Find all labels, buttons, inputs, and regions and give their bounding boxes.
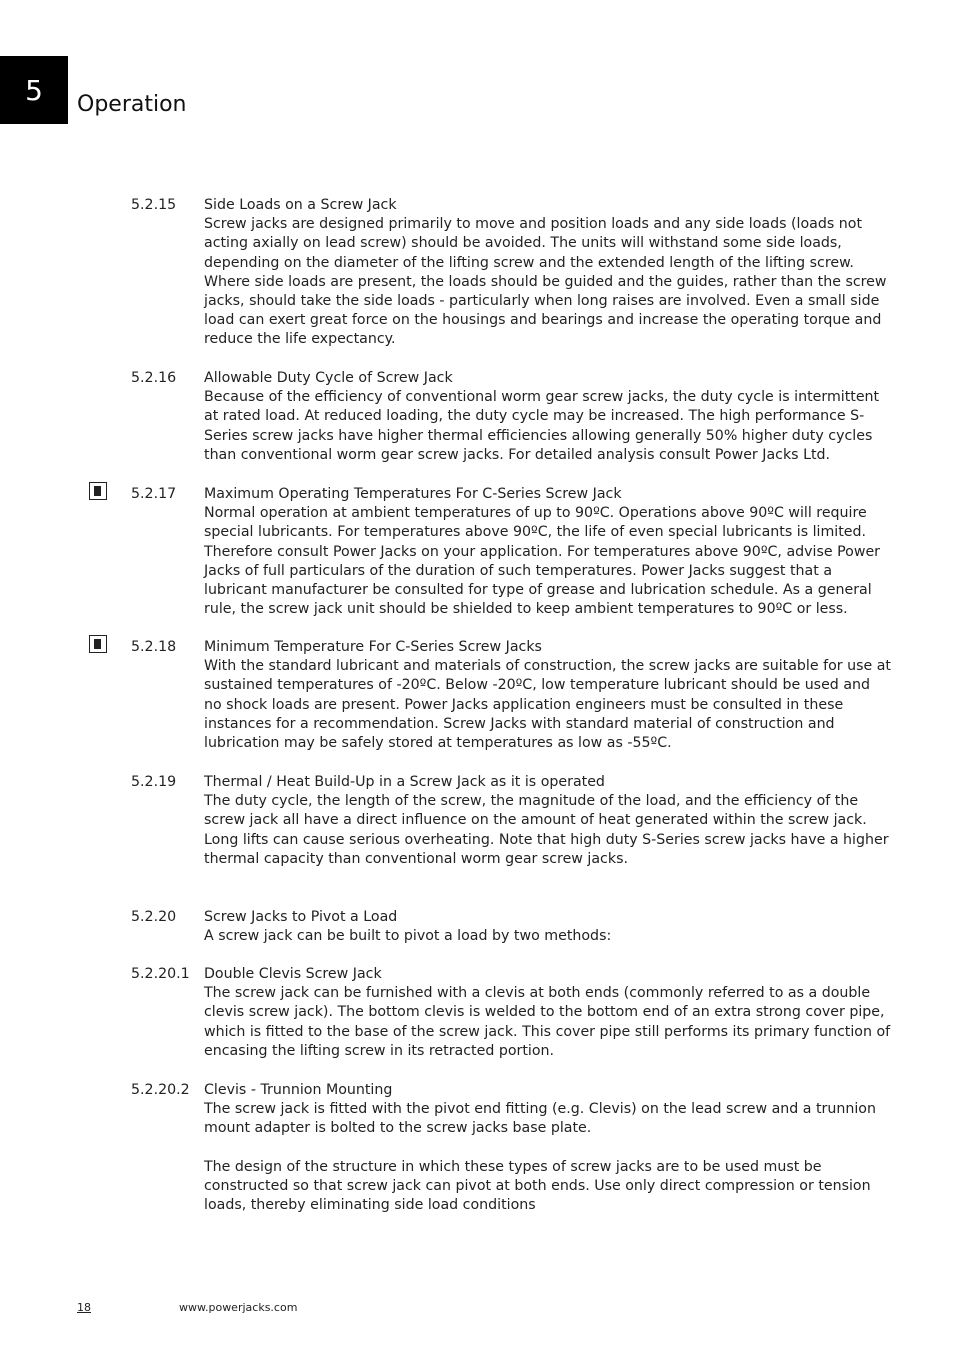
section-5-2-16 [131, 369, 891, 465]
page-number: 18 [77, 1301, 91, 1314]
section-5-2-17 [131, 485, 891, 619]
section-number: 5.2.18 [131, 639, 177, 655]
section-text: A screw jack can be built to pivot a load by two methods: [204, 928, 612, 945]
section-number: 5.2.19 [131, 774, 177, 790]
section-number: 5.2.17 [131, 486, 177, 502]
section-title: Minimum Temperature For C-Series Screw Jacks [204, 639, 542, 655]
note-icon [89, 635, 107, 653]
section-text: With the standard lubricant and materials of construction, the screw jacks are suitable for use at sustained temperatures of -20ºC. Below -20ºC, low temperature lubricant should be used and no shock loads are present. Power Jacks application engineers must be consulted in these instances for a recommendation. Screw Jacks with standard material of construction and lubrication may be safely stored at temperatures as low as -55ºC. [204, 658, 891, 752]
section-5-2-18 [131, 638, 891, 753]
section-text: Because of the efficiency of conventional worm gear screw jacks, the duty cycle is intermittent at rated load. At reduced loading, the duty cycle may be increased. The high performance S-Series screw jacks have higher thermal efficiencies allowing generally 50% higher duty cycles than conventional worm gear screw jacks. For detailed analysis consult Power Jacks Ltd. [204, 389, 880, 463]
section-text-paragraph-2: The design of the structure in which these types of screw jacks are to be used must be constructed so that screw jack can pivot at both ends. Use only direct compression or tension loads, thereby eliminating side load conditions [204, 1158, 871, 1214]
section-title: Side Loads on a Screw Jack [204, 197, 397, 213]
section-title: Screw Jacks to Pivot a Load [204, 909, 398, 925]
section-number: 5.2.16 [131, 370, 177, 386]
chapter-number: 5 [25, 73, 43, 107]
section-number: 5.2.20.1 [131, 966, 190, 982]
section-text: Screw jacks are designed primarily to move and position loads and any side loads (loads not acting axially on lead screw) should be avoided. The units will withstand some side loads, depending on the diameter of the lifting screw and the extended length of the lifting screw. Where side loads are present, the loads should be guided and the guides, rather than the screw jacks, should take the side loads - particularly when long raises are involved. Even a small side load can exert great force on the housings and bearings and increase the operating torque and reduce the life expectancy. [204, 216, 887, 348]
section-title: Double Clevis Screw Jack [204, 966, 382, 982]
section-5-2-19 [131, 773, 891, 869]
section-text: The duty cycle, the length of the screw, the magnitude of the load, and the efficiency of the screw jack all have a direct influence on the amount of heat generated within the screw jack. Long lifts can cause serious overheating. Note that high duty S-Series screw jacks have a higher thermal capacity than conventional worm gear screw jacks. [204, 793, 889, 867]
section-title: Thermal / Heat Build-Up in a Screw Jack as it is operated [204, 774, 605, 790]
section-number: 5.2.20 [131, 909, 177, 925]
footer-url: www.powerjacks.com [179, 1301, 298, 1314]
section-5-2-20-2 [131, 1081, 891, 1215]
section-5-2-20 [131, 908, 891, 946]
section-title: Allowable Duty Cycle of Screw Jack [204, 370, 453, 386]
section-title: Maximum Operating Temperatures For C-Series Screw Jack [204, 486, 622, 502]
section-text: The screw jack is fitted with the pivot end fitting (e.g. Clevis) on the lead screw and a trunnion mount adapter is bolted to the screw jacks base plate. [204, 1101, 876, 1137]
section-title: Clevis - Trunnion Mounting [204, 1082, 393, 1098]
section-number: 5.2.15 [131, 197, 177, 213]
chapter-number-box [0, 56, 68, 124]
section-text: The screw jack can be furnished with a clevis at both ends (commonly referred to as a double clevis screw jack). The bottom clevis is welded to the bottom end of an extra strong cover pipe, which is fitted to the base of the screw jack. This cover pipe still performs its primary function of encasing the lifting screw in its retracted portion. [204, 985, 891, 1059]
section-5-2-20-1 [131, 965, 891, 1061]
note-icon [89, 482, 107, 500]
section-5-2-15 [131, 196, 891, 350]
section-number: 5.2.20.2 [131, 1082, 190, 1098]
section-text: Normal operation at ambient temperatures of up to 90ºC. Operations above 90ºC will require special lubricants. For temperatures above 90ºC, the life of even special lubricants is limited. Therefore consult Power Jacks on your application. For temperatures above 90ºC, advise Power Jacks of full particulars of the duration of such temperatures. Power Jacks suggest that a lubricant manufacturer be consulted for type of grease and lubrication schedule. As a general rule, the screw jack unit should be shielded to keep ambient temperatures to 90ºC or less. [204, 505, 881, 618]
chapter-title: Operation [77, 92, 187, 117]
